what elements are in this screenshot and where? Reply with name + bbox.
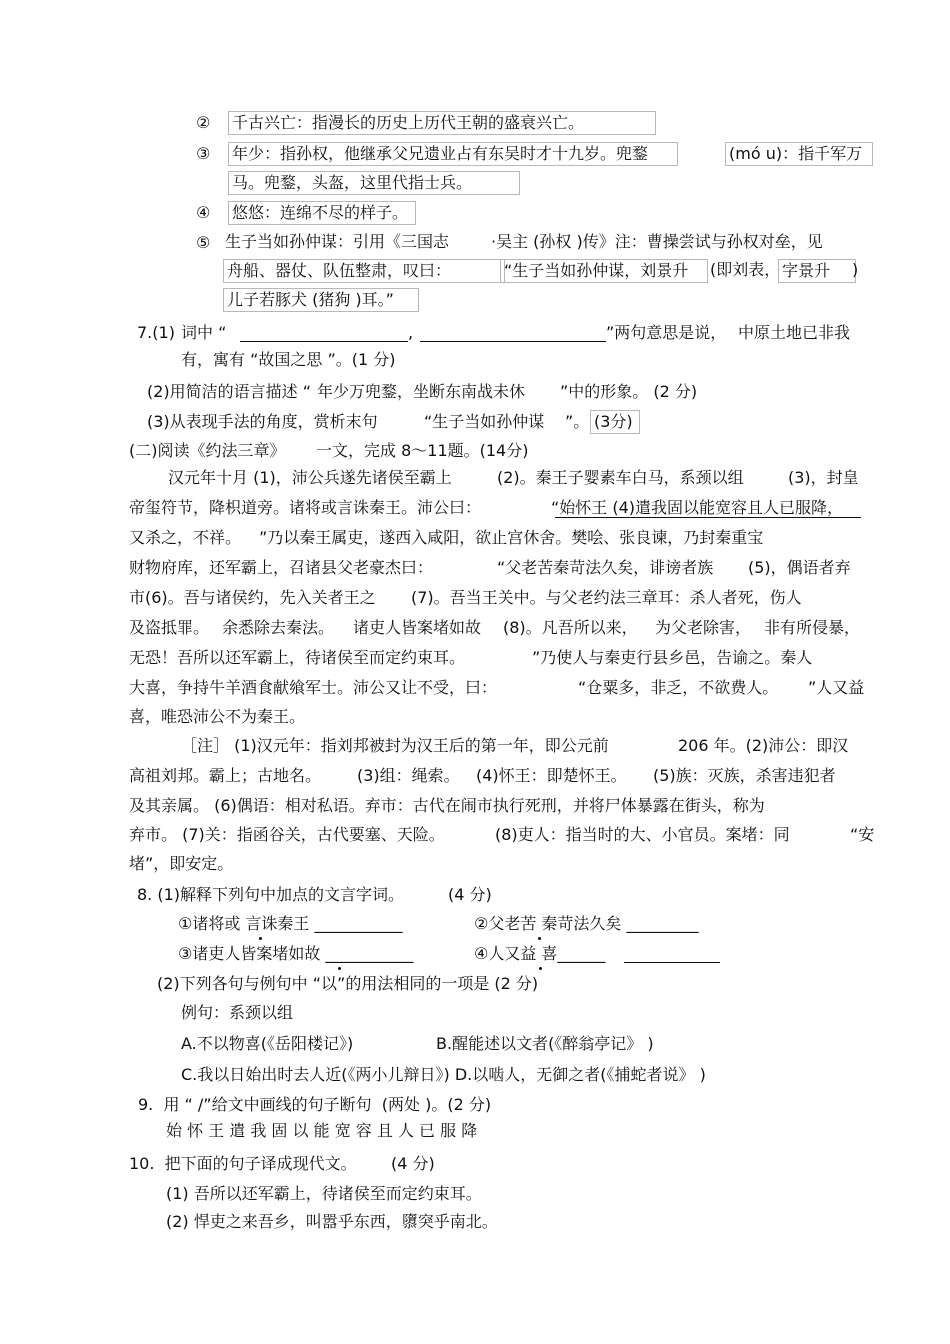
q8-item-4: ④人又益 喜______ (474, 944, 606, 963)
zhu-line-2a: 高祖刘邦。霸上；古地名。 (129, 766, 322, 785)
q7-number: 7.(1) (137, 323, 175, 342)
q7-p3-quote: “生子当如孙仲谋 (424, 412, 545, 431)
q10-head-a: 10. 把下面的句子译成现代文。 (129, 1154, 357, 1173)
q10-sentence-1: (1) 吾所以还军霸上，待诸侯至而定约束耳。 (166, 1184, 482, 1203)
passage-line-3b: ”乃以秦王属吏，遂西入咸阳，欲止宫休舍。樊哙、张良谏，乃封秦重宝 (259, 528, 764, 547)
note-3-text-a: 年少：指孙权，他继承父兄遗业占有东吴时才十九岁。兜鍪 (228, 142, 678, 166)
q8-options-c-d[interactable]: C.我以日始出时去人近(《两小儿辩日》) D.以啮人，无御之者(《捕蛇者说》 ) (181, 1065, 706, 1084)
q8-item-4-extra-blank[interactable] (624, 962, 720, 963)
passage-line-6e: 为父老除害， (655, 618, 752, 637)
passage-line-6b: 余悉除去秦法。 (222, 618, 335, 637)
passage-line-4c: (5)，偶语者弃 (748, 558, 851, 577)
q8-option-a[interactable]: A.不以物喜(《岳阳楼记》) (181, 1034, 354, 1053)
passage-line-6d: (8)。凡吾所以来， (503, 618, 638, 637)
zhu-line-1b: 206 年。(2)沛公：即汉 (678, 736, 849, 755)
passage-line-5b: (7)。吾当王关中。与父老约法三章耳：杀人者死，伤人 (411, 588, 802, 607)
note-5-text-a: 生子当如孙仲谋：引用《三国志 (225, 232, 450, 251)
note-2-text: 千古兴亡：指漫长的历史上历代王朝的盛衰兴亡。 (228, 111, 656, 135)
emphasis-dot-2 (538, 937, 541, 940)
passage-line-4b: “父老苦秦苛法久矣，诽谤者族 (497, 558, 714, 577)
passage-line-7a: 无恐！吾所以还军霸上，待诸侯至而定约束耳。 (129, 648, 466, 667)
passage-line-9: 喜，唯恐沛公不为秦王。 (129, 707, 306, 726)
emphasis-dot-3 (338, 967, 341, 970)
passage-line-4a: 财物府库，还军霸上，召诸县父老豪杰曰： (129, 558, 434, 577)
note-3-text-c: 马。兜鍪，头盔，这里代指士兵。 (228, 171, 520, 195)
zhu-line-4b: (8)吏人：指当时的大、小官员。案堵：同 (495, 825, 790, 844)
note-5-number: ⑤ (196, 233, 211, 252)
q10-head-b: (4 分) (391, 1154, 435, 1173)
zhu-line-2d: (5)族：灭族，杀害违犯者 (653, 766, 836, 785)
passage-line-7b: ”乃使人与秦吏行县乡邑，告谕之。秦人 (532, 648, 813, 667)
q7-comma: , (408, 323, 414, 342)
q8-item-3: ③诸吏人皆案堵如故 ___________ (178, 944, 414, 963)
passage-line-2b: “始怀王 (4)遣我固以能宽容且人已服降， (551, 498, 844, 517)
q7-p1-end: 中原土地已非我 (738, 323, 851, 342)
q7-p1-line2: 有，寓有 “故国之思 ”。(1 分) (181, 350, 396, 369)
passage-line-2a: 帝玺符节，降枳道旁。诸将或言诛秦王。沛公曰： (129, 498, 482, 517)
passage-line-3a: 又杀之，不祥。 (129, 528, 242, 547)
q7-p2-lead: (2)用简洁的语言描述 “ (147, 382, 312, 401)
q8-item-1: ①诸将或 言诛秦王 ___________ (178, 914, 403, 933)
note-5-text-d: “生子当如孙仲谋，刘景升 (500, 259, 708, 283)
q7-p3-mark: ”。 (565, 412, 590, 431)
q7-blank-2[interactable] (420, 341, 606, 342)
section2-title-b: 一文，完成 8～11题。(14分) (316, 441, 529, 460)
note-5-text-f: 字景升 (778, 259, 856, 283)
note-4-number: ④ (196, 203, 211, 222)
q8-head-b: (4 分) (448, 885, 492, 904)
note-4-text: 悠悠：连绵不尽的样子。 (228, 201, 416, 225)
passage-line-5a: 市(6)。吾与诸侯约，先入关者王之 (129, 588, 376, 607)
section2-title-a: (二)阅读《约法三章》 (129, 441, 286, 460)
passage-line-8c: ”人又益 (808, 678, 865, 697)
passage-line-8a: 大喜，争持牛羊酒食献飨军士。沛公又让不受，曰： (129, 678, 498, 697)
note-3-number: ③ (196, 144, 211, 163)
q7-blank-1[interactable] (240, 341, 408, 342)
note-5-text-h: 儿子若豚犬 (猪狗 )耳。” (223, 288, 419, 312)
q9-sentence: 始 怀 王 遣 我 固 以 能 宽 容 且 人 已 服 降 (166, 1121, 478, 1140)
zhu-line-5: 堵”，即安定。 (129, 854, 234, 873)
note-5-text-e: (即刘表， (710, 260, 781, 279)
passage-line-6a: 及盗抵罪。 (129, 618, 210, 637)
passage-line-6c: 诸吏人皆案堵如故 (353, 618, 482, 637)
zhu-line-3: 及其亲属。 (6)偶语：相对私语。弃市：古代在闹市执行死刑，并将尸体暴露在街头，称为 (129, 796, 765, 815)
q7-p2-quote: 年少万兜鍪，坐断东南战未休 (317, 382, 526, 401)
q8-head-a: 8. (1)解释下列句中加点的文言字词。 (137, 885, 405, 904)
q9-head: 9. 用 “ /”给文中画线的句子断句 (两处 )。(2 分) (138, 1095, 492, 1114)
passage-underline (555, 517, 861, 518)
note-2-number: ② (196, 113, 211, 132)
q7-p3-score: (3分) (590, 410, 640, 434)
note-5-text-c: 舟船、器仗、队伍整肃，叹曰： (223, 259, 505, 283)
q7-p2-end: ”中的形象。 (2 分) (560, 382, 698, 401)
q8-example: 例句：系颈以组 (181, 1003, 294, 1022)
zhu-line-2c: (4)怀王：即楚怀王。 (476, 766, 627, 785)
note-3-text-b: (mó u)：指千军万 (725, 142, 873, 166)
q8-item-2: ②父老苦 秦苛法久矣 _________ (474, 914, 699, 933)
q10-sentence-2: (2) 悍吏之来吾乡，叫嚣乎东西，隳突乎南北。 (166, 1212, 498, 1231)
passage-line-1b: (2)。秦王子婴素车白马，系颈以组 (497, 468, 744, 487)
passage-line-6f: 非有所侵暴， (764, 618, 861, 637)
passage-line-1c: (3)，封皇 (788, 468, 859, 487)
note-5-text-g: ) (852, 260, 859, 279)
zhu-line-2b: (3)组：绳索。 (357, 766, 460, 785)
zhu-line-4c: “安 (850, 825, 875, 844)
q7-p1-mid: ”两句意思是说， (606, 323, 727, 342)
emphasis-dot-1 (259, 937, 262, 940)
passage-line-8b: “仓粟多，非乏，不欲费人。 (578, 678, 779, 697)
zhu-line-1a: ［注］ (1)汉元年：指刘邦被封为汉王后的第一年，即公元前 (181, 736, 609, 755)
q8-option-b[interactable]: B.醒能述以文者(《醉翁亭记》 ) (436, 1034, 654, 1053)
passage-line-1a: 汉元年十月 (1)，沛公兵遂先诸侯至霸上 (168, 468, 452, 487)
q7-p3-lead: (3)从表现手法的角度，赏析末句 (147, 412, 378, 431)
zhu-line-4a: 弃市。 (7)关：指函谷关，古代要塞、天险。 (129, 825, 445, 844)
note-5-text-b: ·吴主 (孙权 )传》注：曹操尝试与孙权对垒，见 (491, 232, 823, 251)
emphasis-dot-4 (539, 967, 542, 970)
q7-p1-lead: 词中 “ (181, 323, 227, 342)
q8-p2: (2)下列各句与例句中 “以”的用法相同的一项是 (2 分) (157, 974, 539, 993)
